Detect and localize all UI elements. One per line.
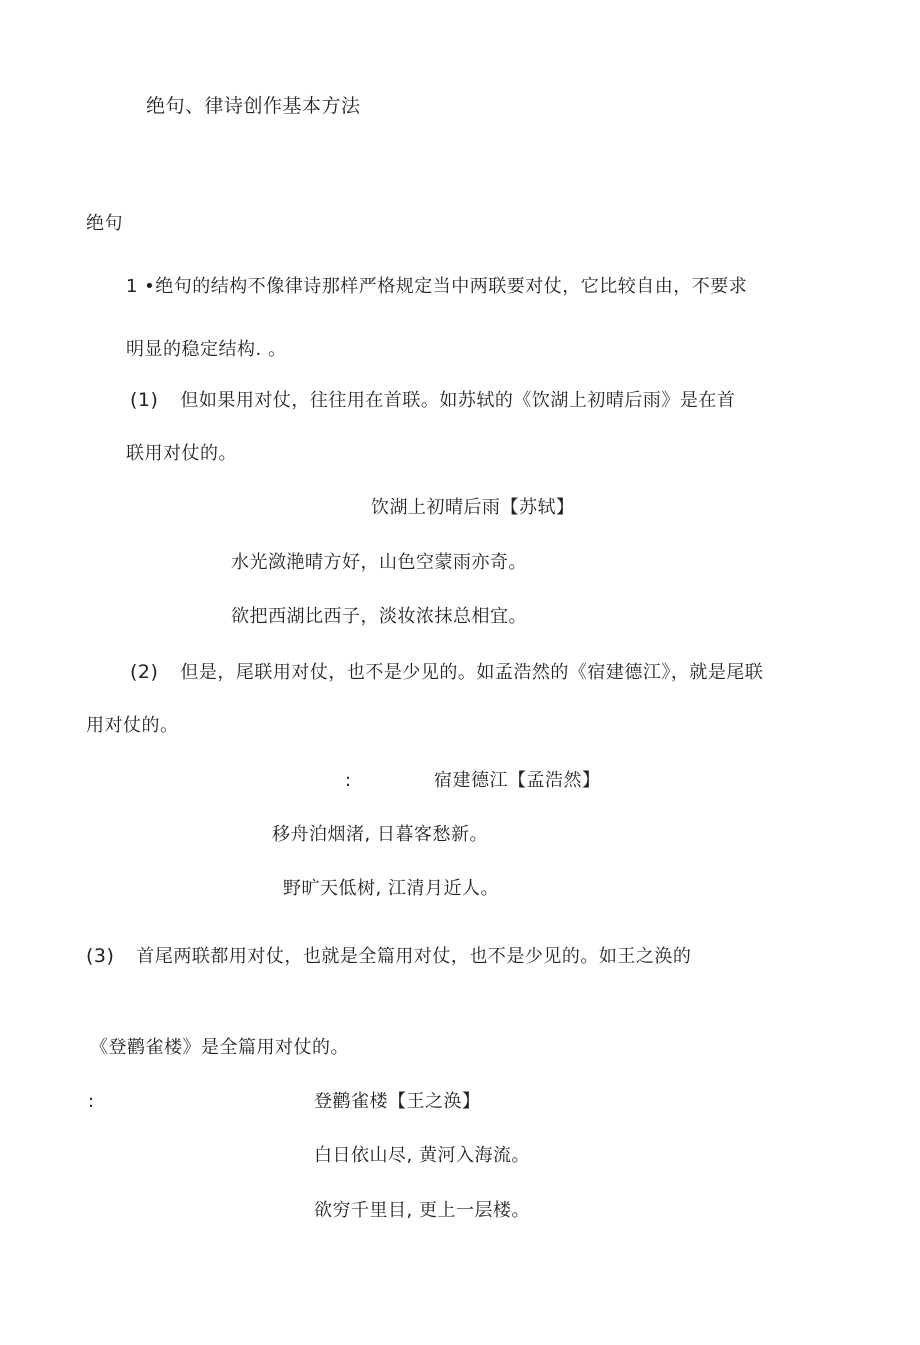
poem-3-colon: : bbox=[88, 1091, 95, 1112]
paragraph-1-line-2: 明显的稳定结构. 。 bbox=[126, 339, 287, 360]
paragraph-2-line-2: 联用对仗的。 bbox=[126, 443, 237, 464]
poem-1-line-1: 水光潋滟晴方好，山色空蒙雨亦奇。 bbox=[231, 552, 527, 573]
paragraph-4-line-2: 《登鹳雀楼》是全篇用对仗的。 bbox=[90, 1037, 349, 1058]
poem-3-line-2: 欲穷千里目, 更上一层楼。 bbox=[314, 1200, 530, 1221]
item-text: 首尾两联都用对仗，也就是全篇用对仗，也不是少见的。如王之涣的 bbox=[136, 946, 692, 967]
poem-1-title: 饮湖上初晴后雨【苏轼】 bbox=[371, 497, 575, 518]
poem-2-line-1: 移舟泊烟渚, 日暮客愁新。 bbox=[272, 824, 488, 845]
item-number: (2) bbox=[130, 661, 159, 683]
poem-1-line-2: 欲把西湖比西子，淡妆浓抹总相宜。 bbox=[231, 606, 527, 627]
item-number: (3) bbox=[86, 945, 115, 967]
item-text: 但如果用对仗，往往用在首联。如苏轼的《饮湖上初晴后雨》是在首 bbox=[180, 390, 736, 411]
item-text: 但是，尾联用对仗，也不是少见的。如孟浩然的《宿建德江》，就是尾联 bbox=[180, 662, 764, 683]
item-number: (1) bbox=[130, 389, 159, 411]
paragraph-2-line-1 bbox=[130, 388, 735, 413]
poem-2-colon: : bbox=[345, 770, 352, 791]
poem-3-title: 登鹳雀楼【王之涣】 bbox=[314, 1091, 481, 1112]
document-title: 绝句、律诗创作基本方法 bbox=[146, 95, 361, 117]
paragraph-3-line-1 bbox=[130, 660, 763, 685]
poem-3-line-1: 白日依山尽, 黄河入海流。 bbox=[314, 1145, 530, 1166]
paragraph-4-line-1 bbox=[86, 944, 691, 969]
poem-2-line-2: 野旷天低树, 江清月近人。 bbox=[283, 878, 499, 899]
paragraph-3-line-2: 用对仗的。 bbox=[86, 715, 179, 736]
section-heading: 绝句 bbox=[86, 213, 123, 234]
poem-2-title: 宿建德江【孟浩然】 bbox=[434, 770, 601, 791]
paragraph-1-line-1: 1 •绝句的结构不像律诗那样严格规定当中两联要对仗，它比较自由，不要求 bbox=[126, 276, 748, 297]
